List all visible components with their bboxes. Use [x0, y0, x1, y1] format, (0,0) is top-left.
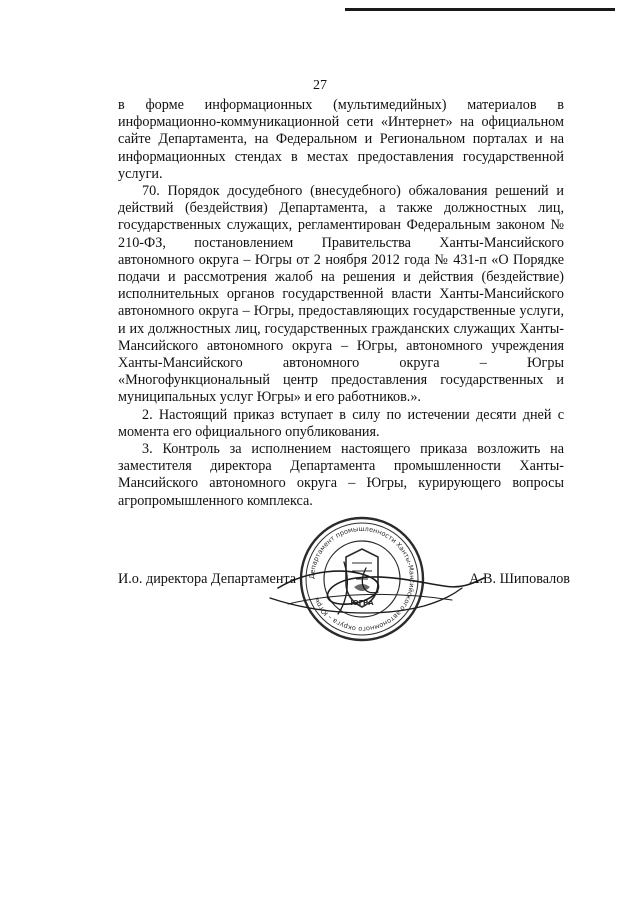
signatory-title: И.о. директора Департамента: [118, 571, 297, 587]
paragraph-item-70: 70. Порядок досудебного (внесудебного) обжалования решений и действий (бездействия) Департамента, а также должностных лиц, государственных служащих, регламентирован Федеральным законом № 210-ФЗ, постановлением Правительства Ханты-Мансийского автономного округа – Югры от 2 ноября 2012 года № 431-п «О Порядке подачи и рассмотрения жалоб на решения и действия (бездействие) исполнительных органов государственной власти Ханты-Мансийского автономного округа – Югры, предоставляющих государственные услуги, и их должностных лиц, государственных гражданских служащих Ханты-Мансийского автономного округа – Югры, автономного учреждения Ханты-Мансийского автономного округа – Югры «Многофункциональный центр предоставления государственных и муниципальных услуг Югры» и его работников.».: [118, 183, 564, 406]
page-number: 27: [313, 78, 327, 93]
paragraph-item-3: 3. Контроль за исполнением настоящего приказа возложить на заместителя директора Департамента промышленности Ханты-Мансийского автономного округа – Югры, курирующего вопросы агропромышленного комплекса.: [118, 441, 564, 509]
seal-center-text: ЮГРА: [350, 599, 374, 607]
top-rule: [345, 8, 615, 11]
paragraph-continuation: в форме информационных (мультимедийных) материалов в информационно-коммуникационной сети «Интернет» на официальном сайте Департамента, на Федеральном и Региональном порталах и на информационных стендах в местах предоставления государственной услуги.: [118, 97, 564, 182]
signature-block: [118, 571, 570, 595]
seal-ring-text: Департамент промышленности Ханты-Мансийского автономного округа – Югры: [307, 524, 417, 634]
paragraph-item-2: 2. Настоящий приказ вступает в силу по истечении десяти дней с момента его официального опубликования.: [118, 406, 564, 440]
signatory-name: А.В. Шиповалов: [469, 571, 570, 587]
document-body: [118, 97, 564, 510]
